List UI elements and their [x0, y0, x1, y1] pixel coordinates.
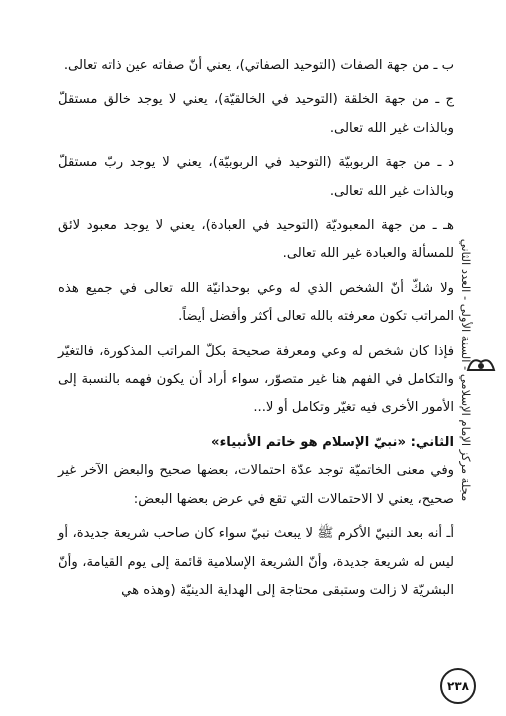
page-number: ٢٣٨ [440, 668, 476, 704]
paragraph-khatamiyya: وفي معنى الخاتميّة توجد عدّة احتمالات، بعضها صحيح والبعض الآخر غير صحيح، يعني لا الاحتمالات التي تقع في عرض بعضها البعض: [58, 463, 454, 507]
paragraph-khalqa: ج ـ من جهة الخلقة (التوحيد في الخالقيّة)، يعني لا يوجد خالق مستقلّ وبالذات غير الله تعالى. [58, 92, 454, 136]
paragraph-mabudiyya: هـ ـ من جهة المعبوديّة (التوحيد في العبادة)، يعني لا يوجد معبود لائق للمسألة والعبادة غير الله تعالى. [58, 218, 454, 262]
paragraph-shakk: ولا شكّ أنّ الشخص الذي له وعي بوحدانيّة الله تعالى في جميع هذه المراتب تكون معرفته بالله تعالى أكثر وأفضل أيضاً. [58, 280, 454, 325]
paragraph-taghayyur: فإذا كان شخص له وعي ومعرفة صحيحة بكلّ المراتب المذكورة، فالتغيّر والتكامل في الفهم هنا غير متصوّر، سواء أراد أن يكون فهمه بالنسبة إلى الأمور الأخرى فيه تغيّر وتكامل أو لا... [58, 343, 454, 416]
paragraph-sifat: ب ـ من جهة الصفات (التوحيد الصفاتي)، يعني أنّ صفاته عين ذاته تعالى. [63, 58, 454, 73]
running-header-journal-title: مجلة مركز الإمام الإسلامي - السنة الأولى - العدد الثاني [459, 238, 473, 502]
section-subheading: الثاني: «نبيّ الإسلام هو خاتم الأنبياء» [211, 434, 454, 450]
page-body [58, 52, 454, 611]
paragraph-option-a: أـ أنه بعد النبيّ الأكرم ﷺ لا يبعث نبيّ سواء كان صاحب شريعة جديدة، أو ليس له شريعة جديدة، وأنّ الشريعة الإسلامية قائمة إلى يوم القيامة، وأنّ البشريّة لا زالت وستبقى محتاجة إلى الهداية الدينيّة (وهذه هي [58, 526, 454, 598]
paragraph-rububiyya: د ـ من جهة الربوبيّة (التوحيد في الربوبيّة)، يعني لا يوجد ربّ مستقلّ وبالذات غير الله تعالى. [58, 155, 454, 199]
